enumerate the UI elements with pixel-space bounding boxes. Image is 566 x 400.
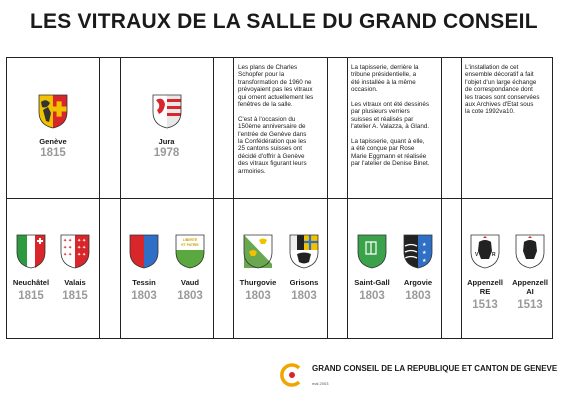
star-icon: ★ (422, 258, 427, 264)
canton-name: Grisons (289, 278, 319, 287)
canton-argovie (395, 234, 441, 302)
svg-text:✦: ✦ (68, 238, 73, 244)
canton-year: 1815 (62, 290, 88, 302)
svg-text:✦: ✦ (68, 245, 73, 251)
canton-vaud (167, 234, 213, 302)
row-divider (7, 198, 552, 199)
svg-text:✦: ✦ (77, 252, 82, 258)
letter-v: V (475, 252, 479, 258)
canton-name: Valais (64, 278, 86, 287)
appenzell-re-coat-of-arms-icon (470, 234, 500, 269)
canton-name: Vaud (180, 278, 200, 287)
canton-name: Neuchâtel (12, 278, 50, 287)
svg-text:✦: ✦ (63, 252, 68, 258)
vaud-motto-line-2: ET PATRIE (181, 243, 199, 247)
svg-text:✦: ✦ (63, 245, 68, 251)
canton-name: Appenzell AI (512, 278, 548, 296)
star-icon: ★ (422, 250, 427, 256)
grand-conseil-logo-icon (280, 363, 304, 387)
svg-text:✦: ✦ (82, 252, 87, 258)
canton-appenzell-ai (508, 234, 552, 311)
letter-r: R (492, 252, 496, 258)
valais-coat-of-arms-icon (60, 234, 90, 269)
canton-name: Thurgovie (239, 278, 277, 287)
history-text-archives: L'installation de cet ensemble décoratif a fait l'objet d'un large échange de correspondance dont les traces sont conservées aux Archives d'Etat sous la cote 1992va10. (465, 64, 540, 116)
canton-year: 1513 (472, 299, 498, 311)
grisons-coat-of-arms-icon (289, 234, 319, 269)
canton-year: 1803 (245, 290, 271, 302)
canton-name: Genève (39, 137, 67, 146)
canton-year: 1803 (405, 290, 431, 302)
footer-title: GRAND CONSEIL DE LA REPUBLIQUE ET CANTON DE GENEVE (312, 364, 558, 373)
canton-year: 1978 (153, 147, 180, 159)
svg-text:✦: ✦ (63, 238, 68, 244)
saint-gall-coat-of-arms-icon (357, 234, 387, 269)
canton-year: 1803 (291, 290, 317, 302)
svg-text:✦: ✦ (82, 238, 87, 244)
neuchatel-coat-of-arms-icon (16, 234, 46, 269)
page-title: LES VITRAUX DE LA SALLE DU GRAND CONSEIL (30, 10, 538, 33)
appenzell-ai-coat-of-arms-icon (515, 234, 545, 269)
canton-appenzell-re (462, 234, 508, 311)
canton-name: Jura (158, 137, 175, 146)
tessin-coat-of-arms-icon (129, 234, 159, 269)
footer-date: mai 2003 (312, 381, 329, 386)
canton-neuchatel (9, 234, 53, 302)
history-text-tapisserie: La tapisserie, derrière la tribune présidentielle, a été installée à la même occasion. Les vitraux ont été dessinés par plusieurs verriers suisses et réalisés par l'atelier A. Valazza, à Gland. La tapisserie, quant à elle, a été conçue par Rose Marie Eggmann et réalisée par l'atelier de Denise Binet. (351, 64, 430, 168)
canton-name: Saint-Gall (354, 278, 390, 287)
canton-year: 1803 (359, 290, 385, 302)
canton-tessin (121, 234, 167, 302)
argovie-coat-of-arms-icon (403, 234, 433, 269)
canton-name: Tessin (132, 278, 156, 287)
vitraux-grid (6, 57, 553, 339)
jura-coat-of-arms-icon (152, 94, 182, 129)
vaud-motto-line-1: LIBERTÉ (182, 238, 198, 242)
canton-name: Argovie (403, 278, 433, 287)
canton-year: 1815 (18, 290, 44, 302)
canton-grisons (281, 234, 327, 302)
svg-text:✦: ✦ (82, 245, 87, 251)
svg-text:✦: ✦ (68, 252, 73, 258)
canton-year: 1803 (177, 290, 203, 302)
canton-name: Appenzell RE (467, 278, 503, 296)
canton-valais (53, 234, 97, 302)
canton-saint-gall (349, 234, 395, 302)
geneve-coat-of-arms-icon (38, 94, 68, 129)
svg-text:✦: ✦ (77, 245, 82, 251)
history-text-plans: Les plans de Charles Schopfer pour la transformation de 1960 ne prévoyaient pas les vitraux qui ornent actuellement les fenêtres de la salle. C'est à l'occasion du 150ème anniversaire de l'entrée de Genève dans la Confédération que les 25 cantons suisses ont décidé d'offrir à Genève des vitraux figurant leurs armoiries. (238, 64, 314, 175)
canton-year: 1513 (517, 299, 543, 311)
canton-year: 1815 (40, 147, 66, 159)
thurgovie-coat-of-arms-icon (243, 234, 273, 269)
star-icon: ★ (422, 242, 427, 248)
canton-thurgovie (235, 234, 281, 302)
canton-year: 1803 (131, 290, 157, 302)
canton-jura (120, 94, 213, 159)
svg-text:✦: ✦ (77, 238, 82, 244)
vaud-coat-of-arms-icon (175, 234, 205, 269)
canton-geneve (7, 94, 99, 159)
